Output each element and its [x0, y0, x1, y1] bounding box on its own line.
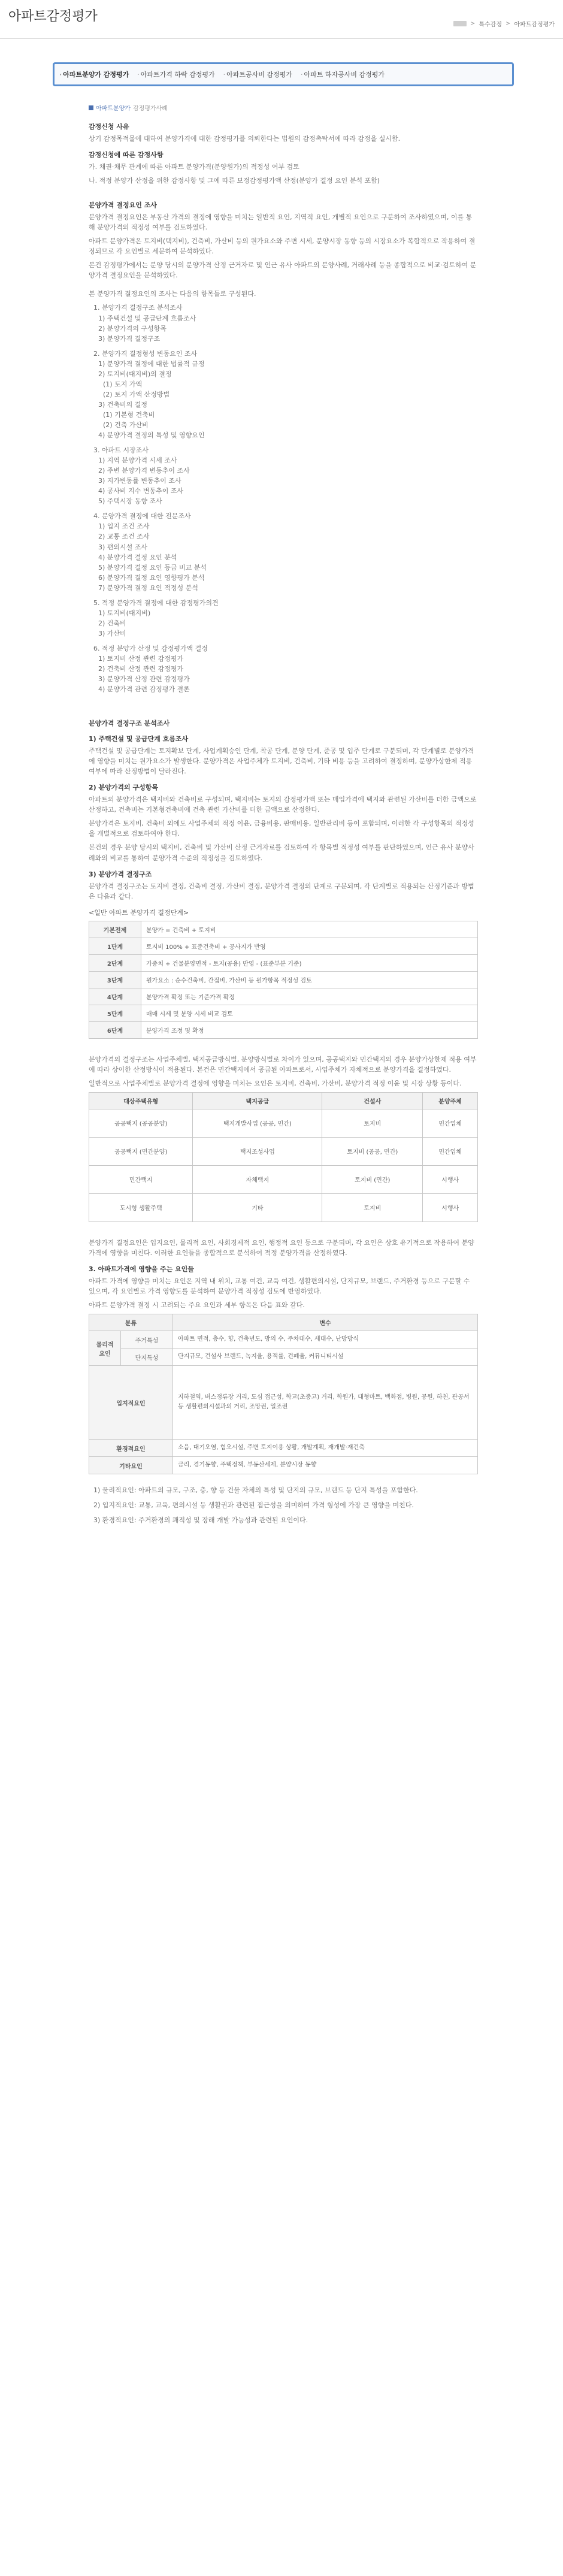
list-item: (2) 토지 가액 산정방법 — [103, 390, 170, 398]
list-item: 4. 분양가격 결정에 대한 전문조사 — [93, 512, 191, 521]
list-item: 2) 주변 분양가격 변동추이 조사 — [98, 467, 190, 475]
list-item: 1) 입지 조건 조사 — [98, 522, 150, 531]
page-title: 아파트감정평가 — [8, 8, 98, 23]
notes-list — [89, 1485, 478, 1525]
list-item: 3. 아파트 시장조사 — [93, 446, 149, 455]
breadcrumb-current[interactable]: 아파트감정평가 — [514, 22, 555, 28]
note-item: 3) 환경적요인: 주거환경의 쾌적성 및 장래 개발 가능성과 관련된 요인이다. — [93, 1516, 308, 1525]
factor-table — [89, 1314, 478, 1474]
list-item: 3) 건축비의 결정 — [98, 400, 148, 409]
list-item: 5. 적정 분양가격 결정에 대한 감정평가의견 — [93, 598, 219, 607]
page-header — [0, 0, 563, 39]
table-row: 4단계 분양가격 확정 또는 기준가격 확정 — [89, 988, 478, 1005]
table-row: 기타요인 금리, 경기동향, 주택정책, 부동산세제, 분양시장 동향 — [89, 1457, 478, 1474]
table-row: 5단계 매매 시세 및 분양 시세 비교 검토 — [89, 1005, 478, 1021]
list-item: 2) 교통 조건 조사 — [98, 533, 150, 541]
table-row: 입지적요인 지하철역, 버스정류장 거리, 도심 접근성, 학교(초중고) 거리, 학원가, 대형마트, 백화점, 병원, 공원, 하천, 관공서 등 생활편의시설과의 거리, 조망권, 일조권 — [89, 1366, 478, 1440]
list-item: 2) 토지비(대지비)의 결정 — [98, 370, 172, 378]
table-row: 도시형 생활주택 기타 토지비 시행사 — [89, 1193, 478, 1222]
list-item: 1. 분양가격 결정구조 분석조사 — [93, 304, 183, 312]
content-path: 아파트분양가 감정평가사례 — [89, 103, 478, 112]
list-item: (2) 건축 가산비 — [103, 421, 149, 429]
tab-apartment-sale-price[interactable]: · 아파트분양가 감정평가 — [59, 71, 129, 78]
breadcrumb-item[interactable]: 특수감정 — [479, 22, 502, 28]
list-item: (1) 기본형 건축비 — [103, 410, 155, 419]
list-item: (1) 토지 가액 — [103, 380, 143, 388]
list-item: 2. 분양가격 결정형성 변동요인 조사 — [93, 349, 198, 358]
table-row: 공공택지 (공공분양) 택지개발사업 (공공, 민간) 토지비 민간업체 — [89, 1109, 478, 1137]
table-row: 기본전제 분양가 = 건축비 + 토지비 — [89, 921, 478, 938]
tab-bar — [53, 62, 514, 86]
list-item: 4) 공사비 지수 변동추이 조사 — [98, 487, 184, 495]
supply-table: 대상주택유형 택지공급 건설사 분양주체 공공택지 (공공분양) 택지개발사업 (공공, 민간) 토지비 민간업체 공공택지 (민간분양) 택지조성사업 토지비 (공공, 민간) 민간업체 민간택지 자체택지 토지비 (민간) 시행사 도시형 생활주택 기타 토지비 시행사 — [89, 1092, 478, 1222]
section-request: 감정신청 사유 상기 감정목적물에 대하여 분양가격에 대한 감정평가를 의뢰한다는 법원의 감정촉탁서에 따라 감정을 실시함. 감정신청에 따른 감정사항 가. 채권·채무 관계에 따른 아파트 분양가격(분양원가)의 적정성 여부 검토 나. 적정 분양가 산정을 위한 감정사항 및 그에 따른 보정감정평가액 산정(분양가 결정 요인 분석 포함) — [89, 123, 401, 185]
factor-list — [89, 303, 478, 694]
tab-construction-cost[interactable]: · 아파트공사비 감정평가 — [223, 71, 292, 78]
list-item: 5) 주택시장 동향 조사 — [98, 497, 162, 506]
list-item: 1) 토지비 산정 관련 감정평가 — [98, 654, 184, 663]
table-row: 분류 변수 — [89, 1314, 478, 1331]
note-item: 2) 입지적요인: 교통, 교육, 편의시설 등 생활권과 관련된 접근성을 의미하며 가격 형성에 가장 큰 영향을 미친다. — [93, 1501, 414, 1510]
list-item: 6) 분양가격 결정 요인 영향평가 분석 — [98, 573, 205, 582]
square-icon — [89, 105, 93, 110]
table-row: 2단계 가중치 + 건물분양면적 - 토지(공용) 반영 - (표준부분 기준) — [89, 954, 478, 971]
table-row: 1단계 토지비 100% + 표준건축비 + 공사지가 반영 — [89, 938, 478, 954]
section-influence: 분양가격 결정요인은 입지요인, 물리적 요인, 사회경제적 요인, 행정적 요인 등으로 구분되며, 각 요인은 상호 유기적으로 작용하여 분양가격에 영향을 미친다. 이러한 요인들을 종합적으로 분석하여 적정 분양가격을 산정하였다. 3. 아파트가격에 영향을 주는 요인들 아파트 가격에 영향을 미치는 요인은 지역 내 위치, 교통 여건, 교육 여건, 생활편의시설, 단지규모, 브랜드, 주거환경 등으로 구분할 수 있으며, 각 요인별로 가격 영향도를 분석하여 분양가격 적정성 검토에 반영하였다. 아파트 분양가격 결정 시 고려되는 주요 요인과 세부 항목은 다음 표와 같다. 분류 변수 물리적 요인 주거특성 아파트 면적, 층수, 향, 건축년도, 방의 수, 주차대수, 세대수, 난방방식 단지특성 단지규모, 건설사 브랜드, 녹지율, 용적률, 건폐율, 커뮤니티시설 입지적요인 지하철역, 버스정류장 거리, 도심 접근성, 학교(초중고) 거리, 학원가, 대형마트, 백화점, 병원, 공원, 하천, 관공서 등 생활편의시설과의 거리, 조망권, 일조권 환경적요인 소음, 대기오염, 혐오시설, 주변 토지이용 상황, 개발계획, 재개발·재건축 기타요인 금리, 경기동향, 주택정책, 부동산세제, 분양시장 동향 1) 물리적요인: 아파트의 규모, 구조, 층, 향 등 건물 자체의 특성 및 단지의 규모, 브랜드 등 단지 특성을 포함한다. 2) 입지적요인: 교통, 교육, 편의시설 등 생활권과 관련된 접근성을 의미하며 가격 형성에 가장 큰 영향을 미친다. 3) 환경적요인: 주거환경의 쾌적성 및 장래 개발 가능성과 관련된 요인이다. — [89, 1238, 478, 1525]
home-icon[interactable] — [453, 21, 467, 26]
list-item: 4) 분양가격 결정 요인 분석 — [98, 553, 177, 561]
list-item: 1) 지역 분양가격 시세 조사 — [98, 456, 177, 465]
note-item: 1) 물리적요인: 아파트의 규모, 구조, 층, 향 등 건물 자체의 특성 및 단지의 규모, 브랜드 등 단지 특성을 포함한다. — [93, 1486, 418, 1495]
tab-defect-cost[interactable]: · 아파트 하자공사비 감정평가 — [300, 71, 385, 78]
price-stage-table — [89, 921, 478, 1039]
tab-price-decline[interactable]: · 아파트가격 하락 감정평가 — [137, 71, 215, 78]
list-item: 1) 토지비(대지비) — [98, 609, 151, 617]
list-item: 2) 분양가격의 구성항목 — [98, 324, 167, 332]
section-structure: 분양가격 결정구조 분석조사 1) 주택건설 및 공급단계 흐름조사 주택건설 및 공급단계는 토지확보 단계, 사업계획승인 단계, 착공 단계, 분양 단계, 준공 및 입주 단계로 구분되며, 각 단계별로 분양가격에 영향을 미치는 원가요소가 발생한다. 분양가격은 사업주체가 토지비, 건축비, 기타 비용 등을 고려하여 결정하며, 분양가상한제 적용 여부에 따라 산정방법이 달라진다. 2) 분양가격의 구성항목 아파트의 분양가격은 택지비와 건축비로 구성되며, 택지비는 토지의 감정평가액 또는 매입가격에 택지와 관련된 가산비를 더한 금액으로 산정하고, 건축비는 기본형건축비에 건축 관련 가산비를 더한 금액으로 산정한다. 분양가격은 토지비, 건축비 외에도 사업주체의 적정 이윤, 금융비용, 판매비용, 일반관리비 등이 포함되며, 이러한 각 구성항목의 적정성을 개별적으로 검토하여야 한다. 본건의 경우 분양 당시의 택지비, 건축비 및 가산비 산정 근거자료를 검토하여 각 항목별 적정성 여부를 판단하였으며, 인근 유사 분양사례와의 비교를 통하여 분양가격 수준의 적정성을 검토하였다. 3) 분양가격 결정구조 분양가격 결정구조는 토지비 결정, 건축비 결정, 가산비 결정, 분양가격 결정의 단계로 구분되며, 각 단계별로 적용되는 산정기준과 방법은 다음과 같다. <일반 아파트 분양가격 결정단계> 기본전제 분양가 = 건축비 + 토지비 1단계 토지비 100% + 표준건축비 + 공사지가 반영 2단계 가중치 + 건물분양면적 - 토지(공용) 반영 - (표준부분 기준) 3단계 원가요소 : 순수건축비, 간접비, 가산비 등 원가항목 적정성 검토 4단계 분양가격 확정 또는 기준가격 확정 5단계 매매 시세 및 분양 시세 비교 검토 6단계 분양가격 조정 및 확정 — [89, 718, 478, 1039]
breadcrumb: > 특수감정 > 아파트감정평가 — [453, 19, 555, 28]
list-item: 1) 주택건설 및 공급단계 흐름조사 — [98, 314, 196, 322]
section-supply: 분양가격의 결정구조는 사업주체별, 택지공급방식별, 분양방식별로 차이가 있으며, 공공택지와 민간택지의 경우 분양가상한제 적용 여부에 따라 상이한 산정방식이 적용된다. 본건은 민간택지에서 공급된 아파트로서, 사업주체가 자체적으로 분양가격을 결정하였다. 일반적으로 사업주체별로 분양가격 결정에 영향을 미치는 요인은 토지비, 건축비, 가산비, 분양가격 적정 이윤 및 시장 상황 등이다. 대상주택유형 택지공급 건설사 분양주체 공공택지 (공공분양) 택지개발사업 (공공, 민간) 토지비 민간업체 공공택지 (민간분양) 택지조성사업 토지비 (공공, 민간) 민간업체 민간택지 자체택지 토지비 (민간) 시행사 도시형 생활주택 기타 토지비 시행사 — [89, 1054, 478, 1222]
list-item: 4) 분양가격 관련 감정평가 결론 — [98, 685, 190, 694]
section-factors: 분양가격 결정요인 조사 분양가격 결정요인은 부동산 가격의 결정에 영향을 미치는 일반적 요인, 지역적 요인, 개별적 요인으로 구분하여 조사하였으며, 이를 통해 분양가격의 적정성 여부를 검토하였다. 아파트 분양가격은 토지비(택지비), 건축비, 가산비 등의 원가요소와 주변 시세, 분양시장 동향 등의 시장요소가 복합적으로 작용하여 결정되므로 각 요인별로 세분하여 분석하였다. 본건 감정평가에서는 분양 당시의 분양가격 산정 근거자료 및 인근 유사 아파트의 분양사례, 거래사례 등을 종합적으로 비교·검토하여 분양가격 결정요인을 분석하였다. 본 분양가격 결정요인의 조사는 다음의 항목들로 구성된다. 1. 분양가격 결정구조 분석조사 1) 주택건설 및 공급단계 흐름조사 2) 분양가격의 구성항목 3) 분양가격 결정구조 2. 분양가격 결정형성 변동요인 조사 1) 분양가격 결정에 대한 법률적 규정 2) 토지비(대지비)의 결정 (1) 토지 가액 (2) 토지 가액 산정방법 3) 건축비의 결정 (1) 기본형 건축비 (2) 건축 가산비 4) 분양가격 결정의 특성 및 영향요인 3. 아파트 시장조사 1) 지역 분양가격 시세 조사 2) 주변 분양가격 변동추이 조사 3) 지가변동률 변동추이 조사 4) 공사비 지수 변동추이 조사 5) 주택시장 동향 조사 4. 분양가격 결정에 대한 전문조사 1) 입지 조건 조사 2) 교통 조건 조사 3) 편의시설 조사 4) 분양가격 결정 요인 분석 5) 분양가격 결정 요인 등급 비교 분석 6) 분양가격 결정 요인 영향평가 분석 7) 분양가격 결정 요인 적정성 분석 5. 적정 분양가격 결정에 대한 감정평가의견 1) 토지비(대지비) 2) 건축비 3) 가산비 6. 적정 분양가 산정 및 감정평가액 결정 1) 토지비 산정 관련 감정평가 2) 건축비 산정 관련 감정평가 3) 분양가격 산정 관련 감정평가 4) 분양가격 관련 감정평가 결론 — [89, 200, 478, 694]
table-row: 단지특성 단지규모, 건설사 브랜드, 녹지율, 용적률, 건폐율, 커뮤니티시설 — [89, 1349, 478, 1366]
list-item: 1) 분양가격 결정에 대한 법률적 규정 — [98, 359, 205, 368]
list-item: 3) 가산비 — [98, 629, 126, 637]
list-item: 7) 분양가격 결정 요인 적정성 분석 — [98, 583, 198, 592]
table-row: 민간택지 자체택지 토지비 (민간) 시행사 — [89, 1165, 478, 1193]
list-item: 4) 분양가격 결정의 특성 및 영향요인 — [98, 431, 205, 440]
list-item: 2) 건축비 산정 관련 감정평가 — [98, 665, 184, 673]
list-item: 3) 분양가격 결정구조 — [98, 334, 161, 343]
main-content — [89, 103, 478, 1532]
list-item: 6. 적정 분양가 산정 및 감정평가액 결정 — [93, 644, 208, 652]
table-row: 공공택지 (민간분양) 택지조성사업 토지비 (공공, 민간) 민간업체 — [89, 1137, 478, 1165]
list-item: 2) 건축비 — [98, 619, 126, 627]
table-row: 물리적 요인 주거특성 아파트 면적, 층수, 향, 건축년도, 방의 수, 주차대수, 세대수, 난방방식 — [89, 1331, 478, 1349]
table-row: 6단계 분양가격 조정 및 확정 — [89, 1021, 478, 1038]
table-row: 환경적요인 소음, 대기오염, 혐오시설, 주변 토지이용 상황, 개발계획, 재개발·재건축 — [89, 1440, 478, 1457]
list-item: 5) 분양가격 결정 요인 등급 비교 분석 — [98, 563, 207, 572]
list-item: 3) 지가변동률 변동추이 조사 — [98, 477, 181, 485]
list-item: 3) 분양가격 산정 관련 감정평가 — [98, 675, 190, 684]
list-item: 3) 편의시설 조사 — [98, 543, 148, 551]
table-row: 3단계 원가요소 : 순수건축비, 간접비, 가산비 등 원가항목 적정성 검토 — [89, 971, 478, 988]
